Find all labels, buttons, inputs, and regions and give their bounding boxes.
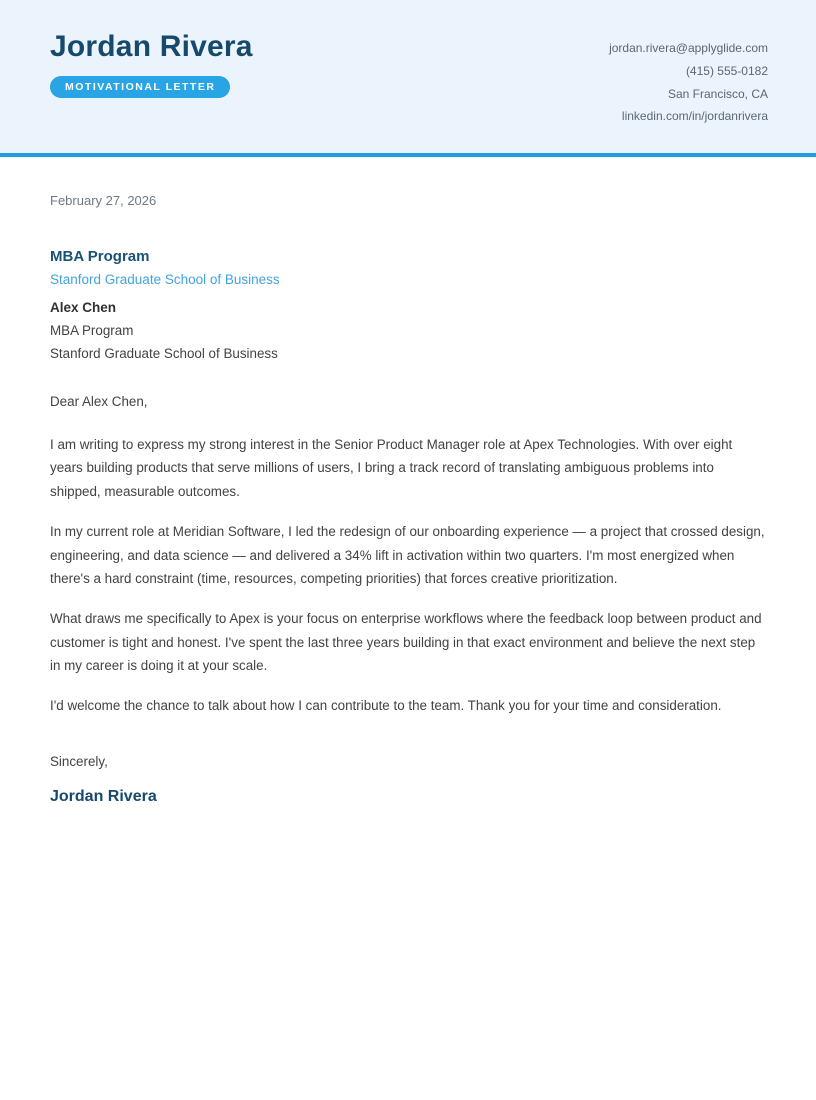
recipient-block <box>50 245 768 365</box>
salutation: Dear Alex Chen, <box>50 394 148 409</box>
paragraph-call-to-action: I'd welcome the chance to talk about how I can contribute to the team. Thank you for your time and consideration. <box>50 698 722 714</box>
document-type-badge: MOTIVATIONAL LETTER <box>50 76 230 98</box>
recipient-program-heading: MBA Program <box>50 248 150 265</box>
recipient-contact-role: MBA Program <box>50 323 134 338</box>
paragraph-intro: I am writing to express my strong interest in the Senior Product Manager role at Apex Technologies. With over eight years building products that serve millions of users, I bring a track record of translating ambiguous problems into shipped, measurable outcomes. <box>50 436 733 500</box>
recipient-school-link[interactable]: Stanford Graduate School of Business <box>50 272 280 287</box>
closing: Sincerely, <box>50 753 108 769</box>
header <box>0 0 816 157</box>
signature-name: Jordan Rivera <box>50 788 157 806</box>
letter-date: February 27, 2026 <box>50 193 157 208</box>
contact-email: jordan.rivera@applyglide.com <box>609 41 768 55</box>
paragraph-current-role: In my current role at Meridian Software, I led the redesign of our onboarding experience — a project that crossed design, engineering, and data science — and delivered a 34% lift in activation within two quarters. I'm most energized when there's a hard constraint (time, resources, competing priorities) that forces creative prioritization. <box>50 523 765 587</box>
contact-location: San Francisco, CA <box>667 86 768 101</box>
contact-linkedin: linkedin.com/in/jordanrivera <box>621 109 768 124</box>
contact-info <box>609 37 768 128</box>
recipient-contact-org: Stanford Graduate School of Business <box>50 346 278 361</box>
paragraph-motivation: What draws me specifically to Apex is your focus on enterprise workflows where the feedback loop between product and customer is tight and honest. I've spent the last three years building in that exact environment and believe the next step in my career is doing it at your scale. <box>50 610 762 674</box>
contact-phone: (415) 555-0182 <box>685 63 768 78</box>
letter-body <box>0 157 816 809</box>
header-identity <box>50 31 253 98</box>
recipient-contact-name: Alex Chen <box>50 300 117 315</box>
page-title: Jordan Rivera <box>50 30 253 63</box>
